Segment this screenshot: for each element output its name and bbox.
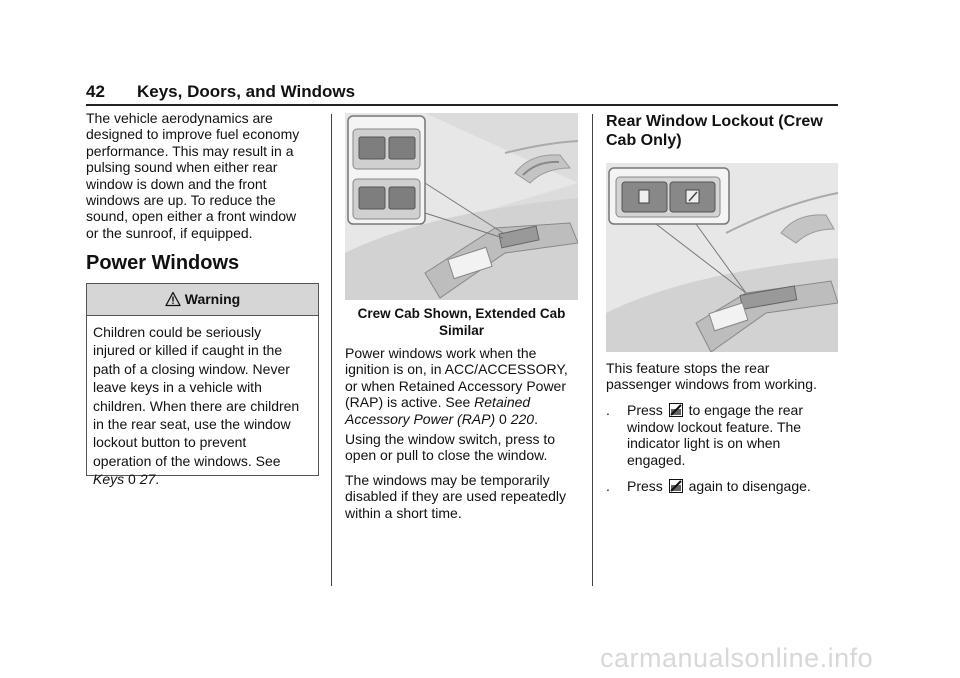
text-line: lockout button to prevent: [93, 434, 247, 451]
text-line: or the sunroof, if equipped.: [86, 224, 253, 241]
watermark: carmanualsonline.info: [600, 643, 874, 673]
text-line: Children could be seriously: [93, 324, 262, 340]
text-line: pulsing sound when either rear: [86, 159, 278, 176]
text-line: injured or killed if caught in the: [93, 342, 283, 359]
rear-lockout-heading: [606, 112, 823, 150]
text-span: Press: [627, 402, 663, 418]
power-windows-paragraph: [345, 345, 585, 427]
column-divider: [592, 114, 593, 586]
text-span: again to disengage.: [688, 478, 811, 494]
text-span: (RAP) is active. See: [345, 394, 475, 411]
text-line: Power windows work when the: [345, 345, 537, 361]
bullet-disengage: [606, 478, 836, 498]
warning-title: Warning: [184, 291, 241, 307]
caption-line: Crew Cab Shown, Extended Cab: [357, 306, 566, 321]
caption-line: Similar: [438, 323, 485, 338]
lockout-switch-figure: [606, 163, 838, 352]
text-line: [345, 394, 585, 410]
punctuation: .: [155, 471, 160, 488]
text-line: engaged.: [627, 451, 686, 468]
column-divider: [331, 114, 332, 586]
text-line: Using the window switch, press to: [345, 431, 556, 447]
heading-line: Cab Only): [606, 132, 682, 149]
reference-arrow: 0: [499, 410, 507, 427]
warning-header: [87, 284, 318, 316]
text-line: windows are up. To reduce the: [86, 192, 276, 209]
reference-page[interactable]: 27: [139, 471, 156, 488]
text-line: indicator light is on when: [627, 435, 781, 451]
text-line: The vehicle aerodynamics are: [86, 110, 273, 126]
switch-usage-paragraph: [345, 431, 585, 464]
heading-line: Rear Window Lockout (Crew: [606, 113, 823, 130]
text-line: [627, 402, 827, 419]
warning-icon: [165, 291, 181, 307]
figure-caption: [345, 305, 578, 339]
text-span: Press: [627, 478, 663, 494]
text-line: This feature stops the rear: [606, 360, 770, 376]
reference-link[interactable]: Accessory Power (RAP): [345, 410, 496, 427]
warning-box: [86, 283, 319, 488]
text-line: sound, open either a front window: [86, 208, 297, 225]
reference-link[interactable]: Keys: [93, 471, 125, 488]
text-line: in the rear seat, use the window: [93, 416, 291, 433]
keys-reference[interactable]: [93, 470, 312, 488]
text-line: The windows may be temporarily: [345, 472, 550, 488]
text-line: window is down and the front: [86, 175, 267, 192]
window-switch-figure: [345, 113, 578, 300]
page-header: [86, 82, 838, 106]
text-line: children. When there are children: [93, 397, 300, 414]
text-line: designed to improve fuel economy: [86, 126, 300, 143]
text-line: window lockout feature. The: [627, 418, 802, 435]
text-line: performance. This may result in a: [86, 142, 294, 159]
page-number: 42: [86, 82, 105, 101]
text-line: or when Retained Accessory Power: [345, 377, 566, 394]
punctuation: .: [534, 410, 538, 427]
window-lockout-icon: [669, 403, 683, 417]
reference-link[interactable]: Retained: [474, 394, 531, 411]
bullet-text: [627, 478, 827, 495]
text-line: [345, 411, 585, 427]
section-title: Keys, Doors, and Windows: [137, 82, 356, 101]
reference-arrow: 0: [128, 471, 136, 488]
text-line: passenger windows from working.: [606, 376, 817, 393]
text-line: path of a closing window. Never: [93, 360, 290, 377]
power-windows-heading: Power Windows: [86, 252, 240, 274]
text-line: open or pull to close the window.: [345, 447, 548, 464]
bullet-engage: [606, 402, 836, 472]
text-line: disabled if they are used repeatedly: [345, 488, 567, 505]
reference-page[interactable]: 220: [510, 410, 535, 427]
window-lockout-icon: [669, 479, 683, 493]
bullet-mark: .: [606, 402, 610, 418]
disable-paragraph: [345, 472, 585, 521]
warning-text: [87, 316, 318, 489]
lockout-intro: [606, 360, 846, 393]
text-line: ignition is on, in ACC/ACCESSORY,: [345, 361, 568, 378]
text-line: within a short time.: [345, 504, 462, 521]
bullet-text: [627, 402, 827, 468]
text-line: leave keys in a vehicle with: [93, 379, 262, 396]
text-span: to engage the rear: [688, 402, 803, 418]
text-line: operation of the windows. See: [93, 452, 281, 469]
bullet-mark: .: [606, 478, 610, 494]
intro-paragraph: [86, 110, 321, 241]
